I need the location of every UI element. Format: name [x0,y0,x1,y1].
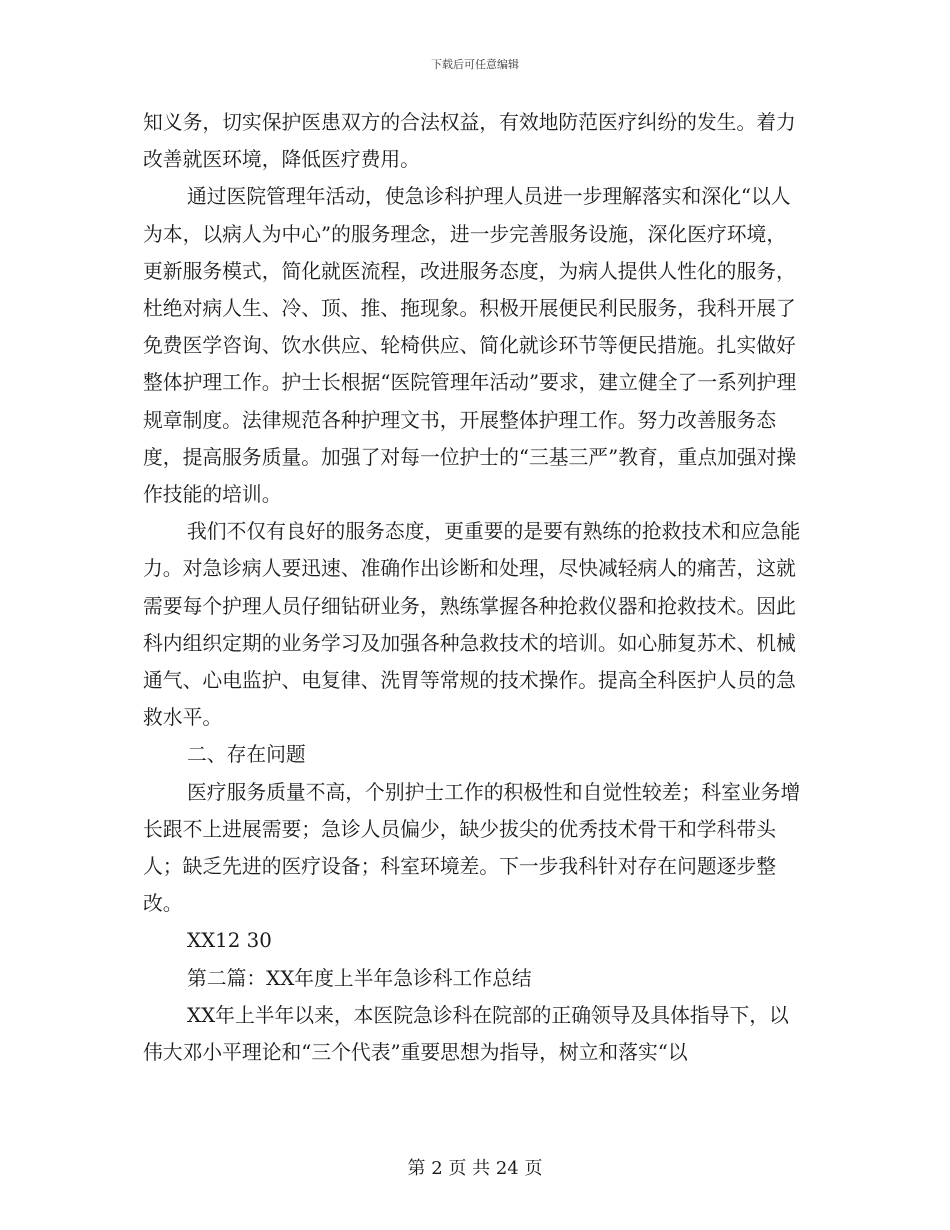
section-heading-issues: 二、存在问题 [187,743,306,767]
date-line: XX12 30 [187,929,272,953]
page-footer: 第 2 页 共 24 页 [407,1158,543,1179]
paragraph-3: 我们不仅有良好的服务态度，更重要的是要有熟练的抢救技术和应急能力。对急诊病人要迅速、准确作出诊断和处理，尽快减轻病人的痛苦，这就需要每个护理人员仔细钻研业务，熟练掌握各种抢救仪器和抢救技术。因此科内组织定期的业务学习及加强各种急救技术的培训。如心肺复苏术、机械通气、心电监护、电复律、洗胃等常规的技术操作。提高全科医护人员的急救水平。 [143,520,801,730]
section-heading-part-two: 第二篇：XX年度上半年急诊科工作总结 [187,966,532,990]
paragraph-1: 知义务，切实保护医患双方的合法权益，有效地防范医疗纠纷的发生。着力改善就医环境，降低医疗费用。 [143,111,796,172]
paragraph-5: XX年上半年以来，本医院急诊科在院部的正确领导及具体指导下，以伟大邓小平理论和“三个代表”重要思想为指导，树立和落实“以 [143,1003,789,1065]
document-body [143,104,803,1071]
paragraph-2: 通过医院管理年活动，使急诊科护理人员进一步理解落实和深化“以人为本，以病人为中心”的服务理念，进一步完善服务设施，深化医疗环境，更新服务模式，简化就医流程，改进服务态度，为病人提供人性化的服务，杜绝对病人生、冷、顶、推、拖现象。积极开展便民利民服务，我科开展了免费医学咨询、饮水供应、轮椅供应、简化就诊环节等便民措施。扎实做好整体护理工作。护士长根据“医院管理年活动”要求，建立健全了一系列护理规章制度。法律规范各种护理文书，开展整体护理工作。努力改善服务态度，提高服务质量。加强了对每一位护士的“三基三严”教育，重点加强对操作技能的培训。 [143,185,797,507]
page-header: 下载后可任意编辑 [431,58,519,71]
paragraph-4: 医疗服务质量不高，个别护士工作的积极性和自觉性较差；科室业务增长跟不上进展需要；急诊人员偏少，缺少拔尖的优秀技术骨干和学科带头人；缺乏先进的医疗设备；科室环境差。下一步我科针对存在问题逐步整改。 [143,780,801,916]
